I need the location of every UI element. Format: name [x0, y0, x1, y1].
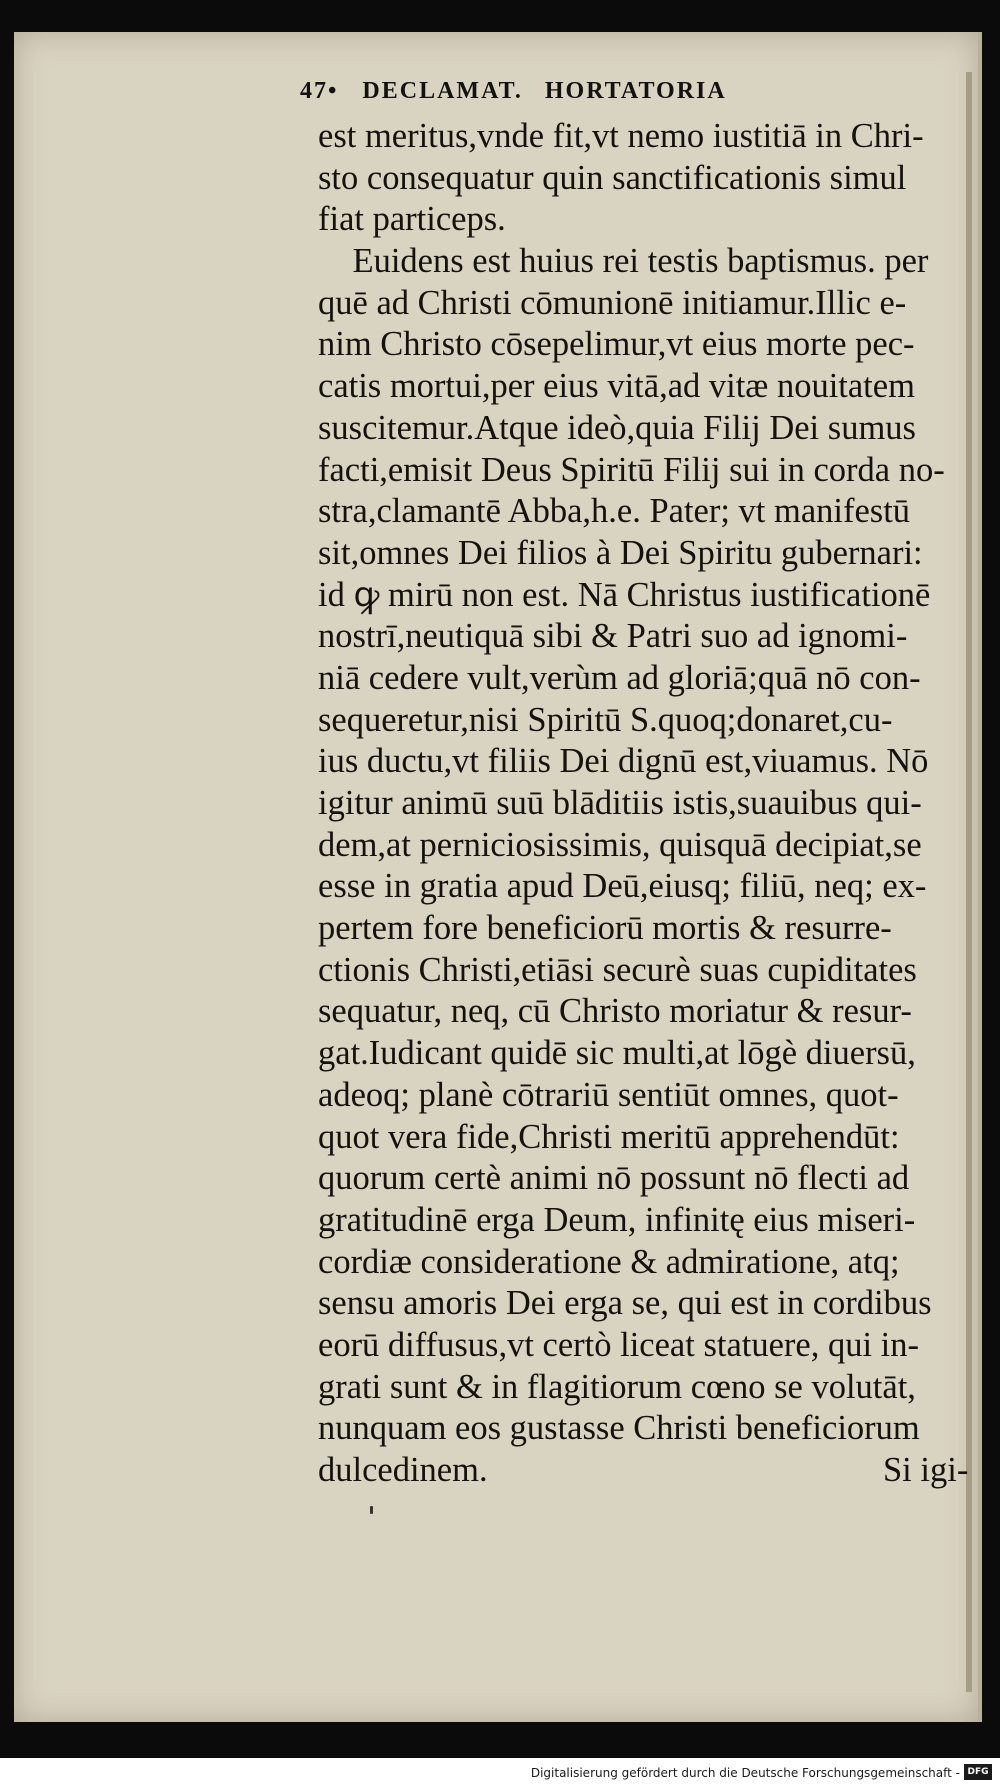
text-line: nunquam eos gustasse Christi beneficiorum: [318, 1409, 920, 1448]
running-head-title-a: DECLAMAT.: [362, 78, 523, 104]
ink-speck: [370, 1506, 373, 1514]
text-line: eorū diffusus,vt certò liceat statuere, qui in-: [318, 1325, 920, 1364]
text-line: dem,at perniciosissimis, quisquā decipiat,se: [318, 825, 922, 864]
text-line: esse in gratia apud Deū,eiusq; filiū, neq; ex-: [318, 867, 927, 906]
text-line: ius ductu,vt filiis Dei dignū est,viuamus. Nō: [318, 742, 929, 781]
text-line: gat.Iudicant quidē sic multi,at lōgè diuersū,: [318, 1034, 916, 1073]
text-line: igitur animū suū blāditiis istis,suauibus qui-: [318, 784, 922, 822]
footer-bar: [0, 1758, 1000, 1788]
text-line: pertem fore beneficiorū mortis & resurre-: [318, 909, 892, 948]
text-line: quot vera fide,Christi meritū apprehendūt:: [318, 1117, 900, 1156]
text-line: quorum certè animi nō possunt nō flecti ad: [318, 1159, 910, 1198]
text-line-final: [318, 1450, 969, 1492]
text-line: sequatur, neq, cū Christo moriatur & resur-: [318, 992, 912, 1031]
text-line: gratitudinē erga Deum, infinitę eius miseri-: [318, 1200, 916, 1239]
folio-number: 47•: [300, 78, 339, 104]
text-line: facti,emisit Deus Spiritū Filij sui in corda no-: [318, 450, 945, 489]
text-line: catis mortui,per eius vitā,ad vitæ nouitatem: [318, 367, 915, 406]
text-line: quē ad Christi cōmunionē initiamur.Illic e-: [318, 283, 907, 322]
text-line: niā cedere vult,verùm ad gloriā;quā nō con-: [318, 658, 921, 697]
text-line: cordiæ consideratione & admiratione, atq;: [318, 1242, 900, 1281]
dfg-logo: DFG: [964, 1764, 992, 1780]
text-line: sequeretur,nisi Spiritū S.quoq;donaret,cu-: [318, 700, 893, 739]
text-line: adeoq; planè cōtrariū sentiūt omnes, quot-: [318, 1075, 899, 1114]
text-line: suscitemur.Atque ideò,quia Filij Dei sumus: [318, 408, 916, 447]
text-line: sensu amoris Dei erga se, qui est in cordibus: [318, 1284, 932, 1323]
text-line: nostrī,neutiquā sibi & Patri suo ad ignomi-: [318, 617, 908, 656]
catchword: Si igi-: [883, 1451, 969, 1489]
text-line: ctionis Christi,etiāsi securè suas cupiditates: [318, 950, 917, 989]
page-edge: [966, 72, 972, 1692]
text-line: sto consequatur quin sanctificationis simul: [318, 158, 907, 197]
text-line: est meritus,vnde fit,vt nemo iustitiā in Chri-: [318, 117, 924, 155]
text-line: id ꝙ mirū non est. Nā Christus iustificationē: [318, 575, 931, 614]
text-line-final-words: dulcedinem.: [318, 1451, 488, 1489]
text-line: nim Christo cōsepelimur,vt eius morte pec-: [318, 325, 915, 364]
text-line: Euidens est huius rei testis baptismus. per: [318, 242, 929, 281]
body-text: [318, 116, 969, 1492]
running-head-title-b: HORTATORIA: [544, 78, 727, 104]
text-line: stra,clamantē Abba,h.e. Pater; vt manifestū: [318, 492, 911, 531]
digitization-note: Digitalisierung gefördert durch die Deutsche Forschungsgemeinschaft -: [530, 1766, 960, 1780]
text-line: fiat particeps.: [318, 200, 506, 239]
running-head: [300, 78, 900, 105]
text-line: grati sunt & in flagitiorum cœno se volutāt,: [318, 1367, 916, 1406]
text-line: sit,omnes Dei filios à Dei Spiritu gubernari:: [318, 533, 923, 572]
